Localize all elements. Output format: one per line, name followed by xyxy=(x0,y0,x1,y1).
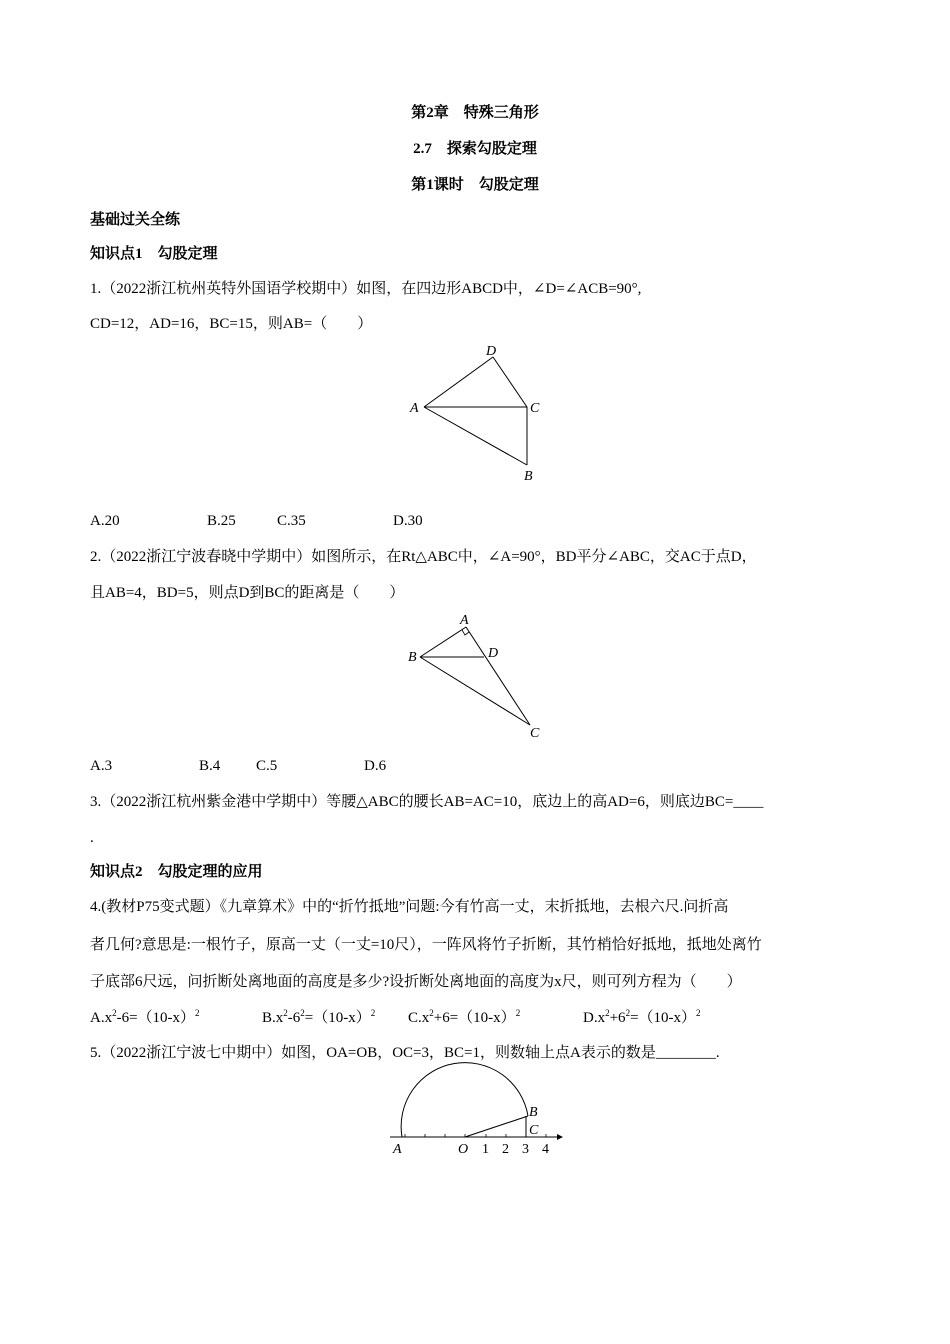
q1-option-c: C.35 xyxy=(277,513,306,529)
chapter-title: 第2章 特殊三角形 xyxy=(411,105,539,121)
q2-label-a: A xyxy=(460,613,469,628)
q4-option-b: $B.x^2-6^2=(10-x)^2$ xyxy=(262,1008,376,1026)
q1-option-a: A.20 xyxy=(90,513,120,529)
q1-label-d: D xyxy=(486,344,497,359)
q4-option-d: $D.x^2+6^2=(10-x)^2$ xyxy=(583,1008,701,1026)
q5-label-a: A xyxy=(393,1142,402,1157)
q5-tick-1: 1 xyxy=(482,1142,489,1157)
q5-line1: 5.（2022浙江宁波七中期中）如图，OA=OB，OC=3，BC=1，则数轴上点A表示的数是________. xyxy=(90,1045,720,1061)
q1-option-b: B.25 xyxy=(207,513,236,529)
q2-label-b: B xyxy=(408,650,417,665)
q1-label-b: B xyxy=(524,469,533,484)
q3-line1: 3.（2022浙江杭州紫金港中学期中）等腰△ABC的腰长AB=AC=10，底边上的高AD=6，则底边BC=____ xyxy=(90,794,764,810)
q1-label-c: C xyxy=(530,401,540,416)
q2-label-d: D xyxy=(488,646,499,661)
section-title: 2.7 探索勾股定理 xyxy=(413,141,537,157)
q5-tick-2: 2 xyxy=(502,1142,509,1157)
q1-label-a: A xyxy=(410,401,419,416)
q5-label-b: B xyxy=(529,1105,538,1120)
q1-line2: CD=12，AD=16，BC=15，则AB=（ ） xyxy=(90,316,373,332)
q5-label-o: O xyxy=(458,1142,469,1157)
q2-option-d: D.6 xyxy=(364,758,387,774)
q5-figure xyxy=(385,1068,570,1158)
q3-line2: . xyxy=(90,830,94,846)
q5-tick-4: 4 xyxy=(542,1142,549,1157)
q5-label-c: C xyxy=(529,1123,539,1138)
q1-line1: 1.（2022浙江杭州英特外国语学校期中）如图，在四边形ABCD中，∠D=∠ACB=90°, xyxy=(90,281,642,297)
knowledge-point-1: 知识点1 勾股定理 xyxy=(90,246,218,262)
q1-option-d: D.30 xyxy=(393,513,423,529)
q2-option-c: C.5 xyxy=(256,758,278,774)
lesson-title: 第1课时 勾股定理 xyxy=(411,177,539,193)
practice-title: 基础过关全练 xyxy=(90,212,181,228)
q2-line1: 2.（2022浙江宁波春晓中学期中）如图所示，在Rt△ABC中，∠A=90°，BD平分∠ABC，交AC于点D， xyxy=(90,549,757,565)
q2-label-c: C xyxy=(530,726,540,741)
knowledge-point-2: 知识点2 勾股定理的应用 xyxy=(90,864,263,880)
q4-line1: 4.(教材P75变式题）《九章算术》中的“折竹抵地”问题:今有竹高一丈，末折抵地，去根六尺.问折高 xyxy=(90,899,729,915)
q4-option-c: $C.x^2+6=(10-x)^2$ xyxy=(408,1008,521,1026)
q4-line2: 者几何?意思是:一根竹子，原高一丈（一丈=10尺），一阵风将竹子折断，其竹梢恰好抵地，抵地处离竹 xyxy=(90,937,762,953)
q2-option-a: A.3 xyxy=(90,758,113,774)
q2-figure xyxy=(400,610,560,745)
q2-option-b: B.4 xyxy=(199,758,221,774)
q2-line2: 且AB=4，BD=5，则点D到BC的距离是（ ） xyxy=(90,585,405,601)
q1-figure xyxy=(400,340,560,490)
q5-tick-3: 3 xyxy=(522,1142,529,1157)
q4-line3: 子底部6尺远，问折断处离地面的高度是多少?设折断处离地面的高度为x尺，则可列方程为（ ） xyxy=(90,974,742,990)
q4-option-a: $A.x^2-6=(10-x)^2$ xyxy=(90,1008,200,1026)
